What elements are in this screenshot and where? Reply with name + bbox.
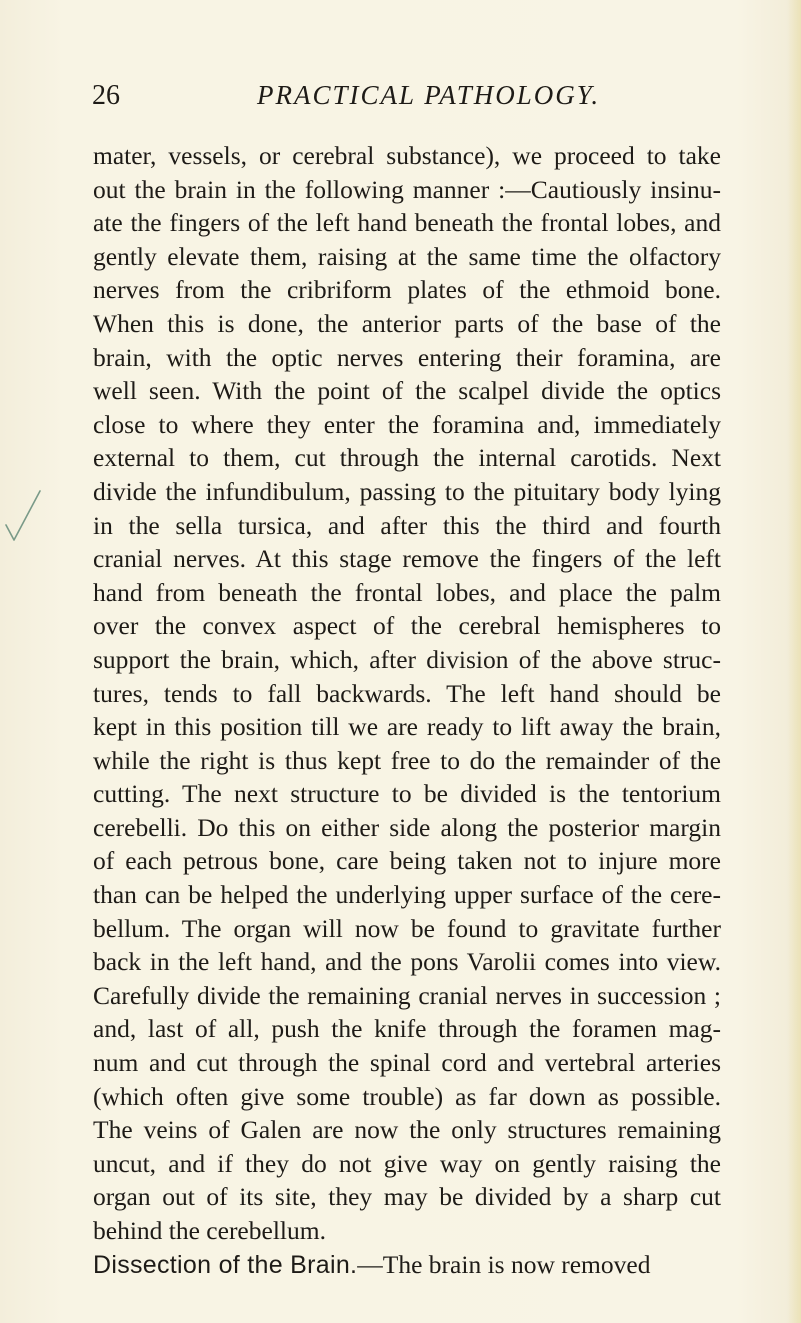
section-line xyxy=(93,1248,721,1282)
body-text xyxy=(93,139,721,1281)
text-line: Carefully divide the remaining cranial nerves in succession ; xyxy=(93,980,721,1010)
text-line: over the convex aspect of the cerebral hemispheres to xyxy=(93,611,721,641)
text-line: tures, tends to fall backwards. The left hand should be xyxy=(93,678,721,708)
text-line: mater, vessels, or cerebral substance), we proceed to take xyxy=(93,141,721,170)
text-line: cutting. The next structure to be divided is the tentorium xyxy=(93,779,721,809)
page-number: 26 xyxy=(92,80,120,111)
text-line: close to where they enter the foramina and, immediately xyxy=(93,409,721,439)
page-header xyxy=(92,80,722,120)
text-line: brain, with the optic nerves entering their foramina, are xyxy=(93,342,721,372)
text-line: (which often give some trouble) as far down as possible. xyxy=(93,1081,721,1111)
text-line: ate the fingers of the left hand beneath the frontal lobes, and xyxy=(93,208,721,238)
text-line: than can be helped the underlying upper surface of the cere- xyxy=(93,880,721,910)
text-line: and, last of all, push the knife through the foramen mag- xyxy=(93,1014,721,1044)
text-line: divide the infundibulum, passing to the pituitary body lying xyxy=(93,476,721,506)
page-edge-shading xyxy=(787,0,801,1323)
text-line: uncut, and if they do not give way on gently raising the xyxy=(93,1148,721,1178)
text-line: bellum. The organ will now be found to gravitate further xyxy=(93,913,721,943)
section-heading: Dissection of the Brain. xyxy=(93,1250,358,1279)
text-line: kept in this position till we are ready to lift away the brain, xyxy=(93,712,721,742)
text-line: gently elevate them, raising at the same time the olfactory xyxy=(93,241,721,271)
text-line: while the right is thus kept free to do the remainder of the xyxy=(93,745,721,775)
text-line: cranial nerves. At this stage remove the fingers of the left xyxy=(93,544,721,574)
section-text: —The brain is now removed xyxy=(357,1249,651,1279)
text-line: organ out of its site, they may be divided by a sharp cut xyxy=(93,1182,721,1212)
text-line: of each petrous bone, care being taken not to injure more xyxy=(93,846,721,876)
text-line: cerebelli. Do this on either side along the posterior margin xyxy=(93,812,721,842)
text-line: When this is done, the anterior parts of the base of the xyxy=(93,308,721,338)
text-line: out the brain in the following manner :—Cautiously insinu- xyxy=(93,174,721,204)
text-line: num and cut through the spinal cord and vertebral arteries xyxy=(93,1048,721,1078)
running-title: PRACTICAL PATHOLOGY. xyxy=(257,80,601,110)
text-line: external to them, cut through the internal carotids. Next xyxy=(93,443,721,473)
checkmark-icon xyxy=(2,485,42,545)
text-line: back in the left hand, and the pons Varolii comes into view. xyxy=(93,947,721,977)
text-line: The veins of Galen are now the only structures remaining xyxy=(93,1115,721,1145)
text-line: support the brain, which, after division of the above struc- xyxy=(93,644,721,674)
text-line: behind the cerebellum. xyxy=(93,1216,326,1245)
text-line: well seen. With the point of the scalpel divide the optics xyxy=(93,376,721,406)
text-line: hand from beneath the frontal lobes, and place the palm xyxy=(93,577,721,607)
text-line: nerves from the cribriform plates of the ethmoid bone. xyxy=(93,275,721,305)
text-line: in the sella tursica, and after this the third and fourth xyxy=(93,510,721,540)
